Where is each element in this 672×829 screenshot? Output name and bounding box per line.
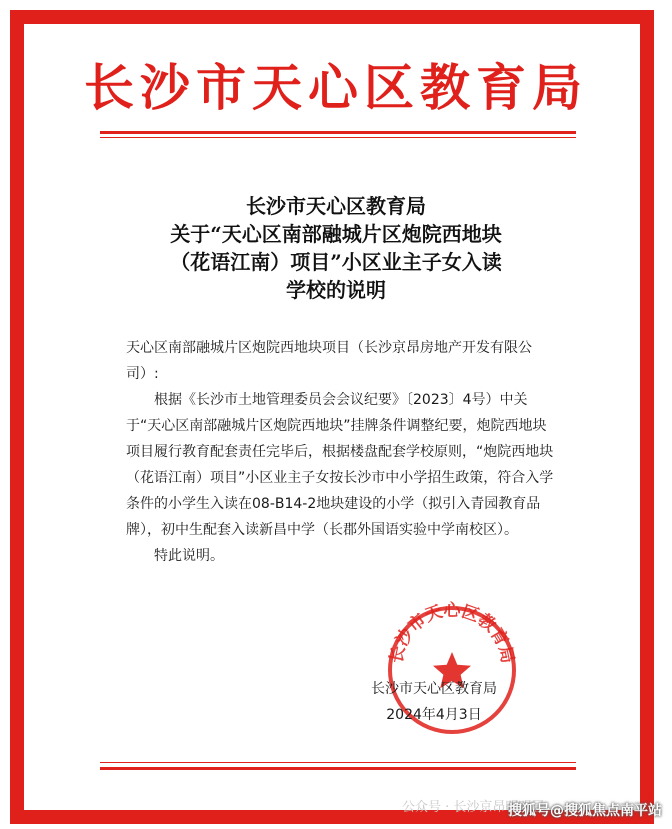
document-body <box>126 335 556 569</box>
issuer-name: 长沙市天心区教育局 <box>371 681 497 697</box>
footer-rule-thin <box>100 762 576 763</box>
document-title <box>80 192 592 304</box>
watermark-left: 公众号 · 长沙京昂明明居 <box>402 800 545 815</box>
title-line: 关于“天心区南部融城片区炮院西地块 <box>170 222 502 246</box>
issue-date: 2024年4月3日 <box>386 707 482 723</box>
closing-line: 特此说明。 <box>154 548 224 564</box>
letterhead-rule-thin <box>100 137 576 138</box>
title-line: 长沙市天心区教育局 <box>246 194 426 218</box>
seal-text: 长沙市天心区教育局 <box>386 601 518 666</box>
letterhead-title: 长沙市天心区教育局 <box>84 58 588 117</box>
watermark-right: 搜狐号@搜狐焦点南平站 <box>508 803 662 819</box>
footer-rule <box>100 767 576 770</box>
title-line: 学校的说明 <box>286 278 386 302</box>
body-paragraph: 根据《长沙市土地管理委员会会议纪要》〔2023〕4号）中关于“天心区南部融城片区炮院西地块”挂牌条件调整纪要，炮院西地块项目履行教育配套责任完毕后，根据楼盘配套学校原则，“炮院西地块（花语江南）项目”小区业主子女按长沙市中小学招生政策，符合入学条件的小学生入读在08-B14-2地块建设的小学（拟引入青园教育品牌），初中生配套入读新昌中学（长郡外国语实验中学南校区）。 <box>126 392 554 538</box>
letterhead-rule <box>100 131 576 134</box>
title-line: （花语江南）项目”小区业主子女入读 <box>170 250 502 274</box>
addressee: 天心区南部融城片区炮院西地块项目（长沙京昂房地产开发有限公司）: <box>126 340 532 382</box>
signoff <box>344 676 524 728</box>
